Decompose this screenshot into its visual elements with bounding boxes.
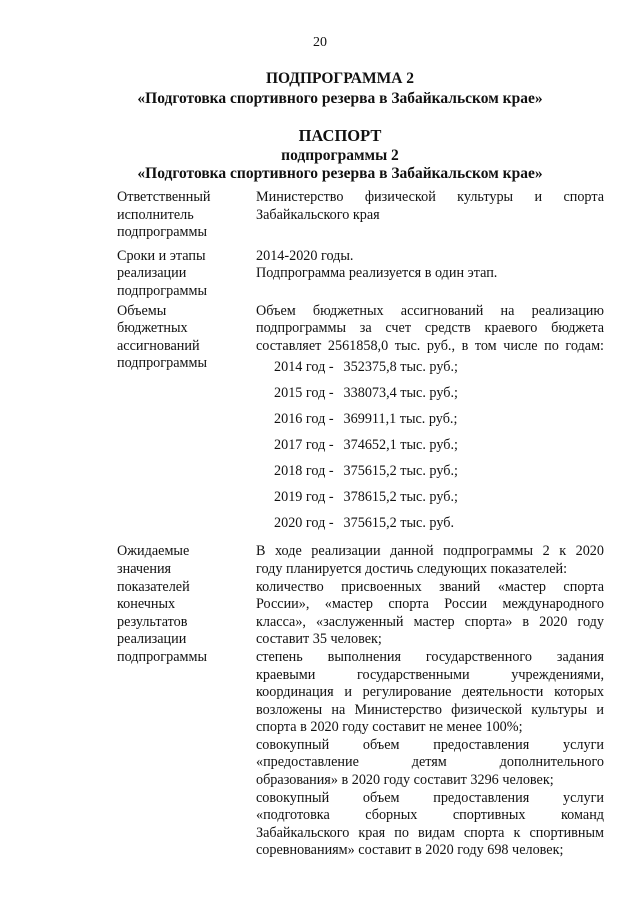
budget-year-row: [274, 433, 604, 459]
row-value-expected-results: [256, 543, 604, 860]
budget-year: 2015 год -: [274, 385, 334, 402]
row-label-budget: Объемы бюджетных ассигнований подпрограммы: [117, 302, 207, 372]
passport-heading: ПАСПОРТ: [298, 126, 382, 145]
budget-year: 2020 год -: [274, 515, 334, 532]
row-value-terms: [256, 248, 604, 283]
passport-row-budget: [117, 302, 604, 538]
row-value-responsible: [256, 189, 604, 224]
value-line: класса», «заслуженный мастер спорта» в 2020 году: [256, 613, 604, 630]
budget-year: 2014 год -: [274, 359, 334, 376]
value-line: В ходе реализации данной подпрограммы 2 к 2020: [256, 543, 604, 560]
value-line: количество присвоенных званий «мастер спорта: [256, 578, 604, 595]
budget-year-row: [274, 381, 604, 407]
value-line: соревнованиям» составит в 2020 году 698 человек;: [256, 842, 564, 859]
passport-title: «Подготовка спортивного резерва в Забайкальском крае»: [137, 165, 543, 182]
passport-row-terms: [117, 248, 597, 301]
passport-table: [117, 189, 604, 860]
row-label-responsible: Ответственный исполнитель подпрограммы: [117, 189, 211, 241]
value-line: составляет 2561858,0 тыс. руб., в том числе по годам:: [256, 337, 604, 354]
row-label-expected-results: Ожидаемые значения показателей конечных результатов реализации подпрограммы: [117, 543, 207, 665]
value-line: 2014-2020 годы.: [256, 247, 354, 264]
value-line: «предоставление детям дополнительного: [256, 754, 604, 771]
value-line: краевыми государственными учреждениями,: [256, 666, 604, 683]
value-line: совокупный объем предоставления услуги: [256, 736, 604, 753]
value-line: подпрограммы за счет средств краевого бюджета: [256, 320, 604, 337]
budget-year-row: [274, 355, 604, 381]
passport-row-responsible: [117, 189, 604, 242]
budget-year-row: [274, 459, 604, 485]
budget-amount: 375615,2 тыс. руб.: [343, 515, 454, 532]
budget-amount: 378615,2 тыс. руб.;: [343, 489, 458, 506]
row-value-budget: [256, 303, 604, 538]
value-line: году планируется достичь следующих показателей:: [256, 560, 568, 577]
budget-year-row: [274, 511, 604, 537]
value-line: возложены на Министерство физической культуры и: [256, 701, 604, 718]
budget-year: 2016 год -: [274, 411, 334, 428]
budget-years-list: [256, 355, 604, 537]
value-line: Забайкальского края: [256, 206, 380, 223]
value-line: Министерство физической культуры и спорта: [256, 189, 604, 205]
budget-amount: 369911,1 тыс. руб.;: [343, 411, 458, 428]
budget-year: 2019 год -: [274, 489, 334, 506]
budget-amount: 374652,1 тыс. руб.;: [343, 437, 458, 454]
budget-year-row: [274, 485, 604, 511]
value-line: «подготовка сборных спортивных команд: [256, 807, 604, 824]
value-line: Подпрограмма реализуется в один этап.: [256, 265, 498, 282]
budget-year: 2018 год -: [274, 463, 334, 480]
value-line: спорта в 2020 году составит не менее 100%;: [256, 719, 523, 736]
budget-year: 2017 год -: [274, 437, 334, 454]
budget-amount: 338073,4 тыс. руб.;: [343, 385, 458, 402]
budget-year-row: [274, 407, 604, 433]
subprogram-heading: ПОДПРОГРАММА 2: [265, 70, 415, 87]
row-label-terms: Сроки и этапы реализации подпрограммы: [117, 247, 207, 299]
value-line: Забайкальского края по видам спорта к спортивным: [256, 824, 604, 841]
value-line: образования» в 2020 году составит 3296 человек;: [256, 772, 554, 789]
passport-row-expected-results: [117, 543, 604, 860]
value-line: составит 35 человек;: [256, 631, 382, 648]
passport-subheading: подпрограммы 2: [281, 147, 399, 164]
value-line: Объем бюджетных ассигнований на реализацию: [256, 302, 604, 319]
budget-amount: 352375,8 тыс. руб.;: [343, 359, 458, 376]
subprogram-title: «Подготовка спортивного резерва в Забайкальском крае»: [137, 90, 543, 107]
budget-amount: 375615,2 тыс. руб.;: [343, 463, 458, 480]
value-line: координация и регулирование деятельности которых: [256, 684, 604, 701]
value-line: степень выполнения государственного задания: [256, 648, 604, 665]
value-line: России», «мастер спорта России международного: [256, 596, 604, 613]
value-line: совокупный объем предоставления услуги: [256, 789, 604, 806]
page-number: 20: [313, 35, 327, 50]
